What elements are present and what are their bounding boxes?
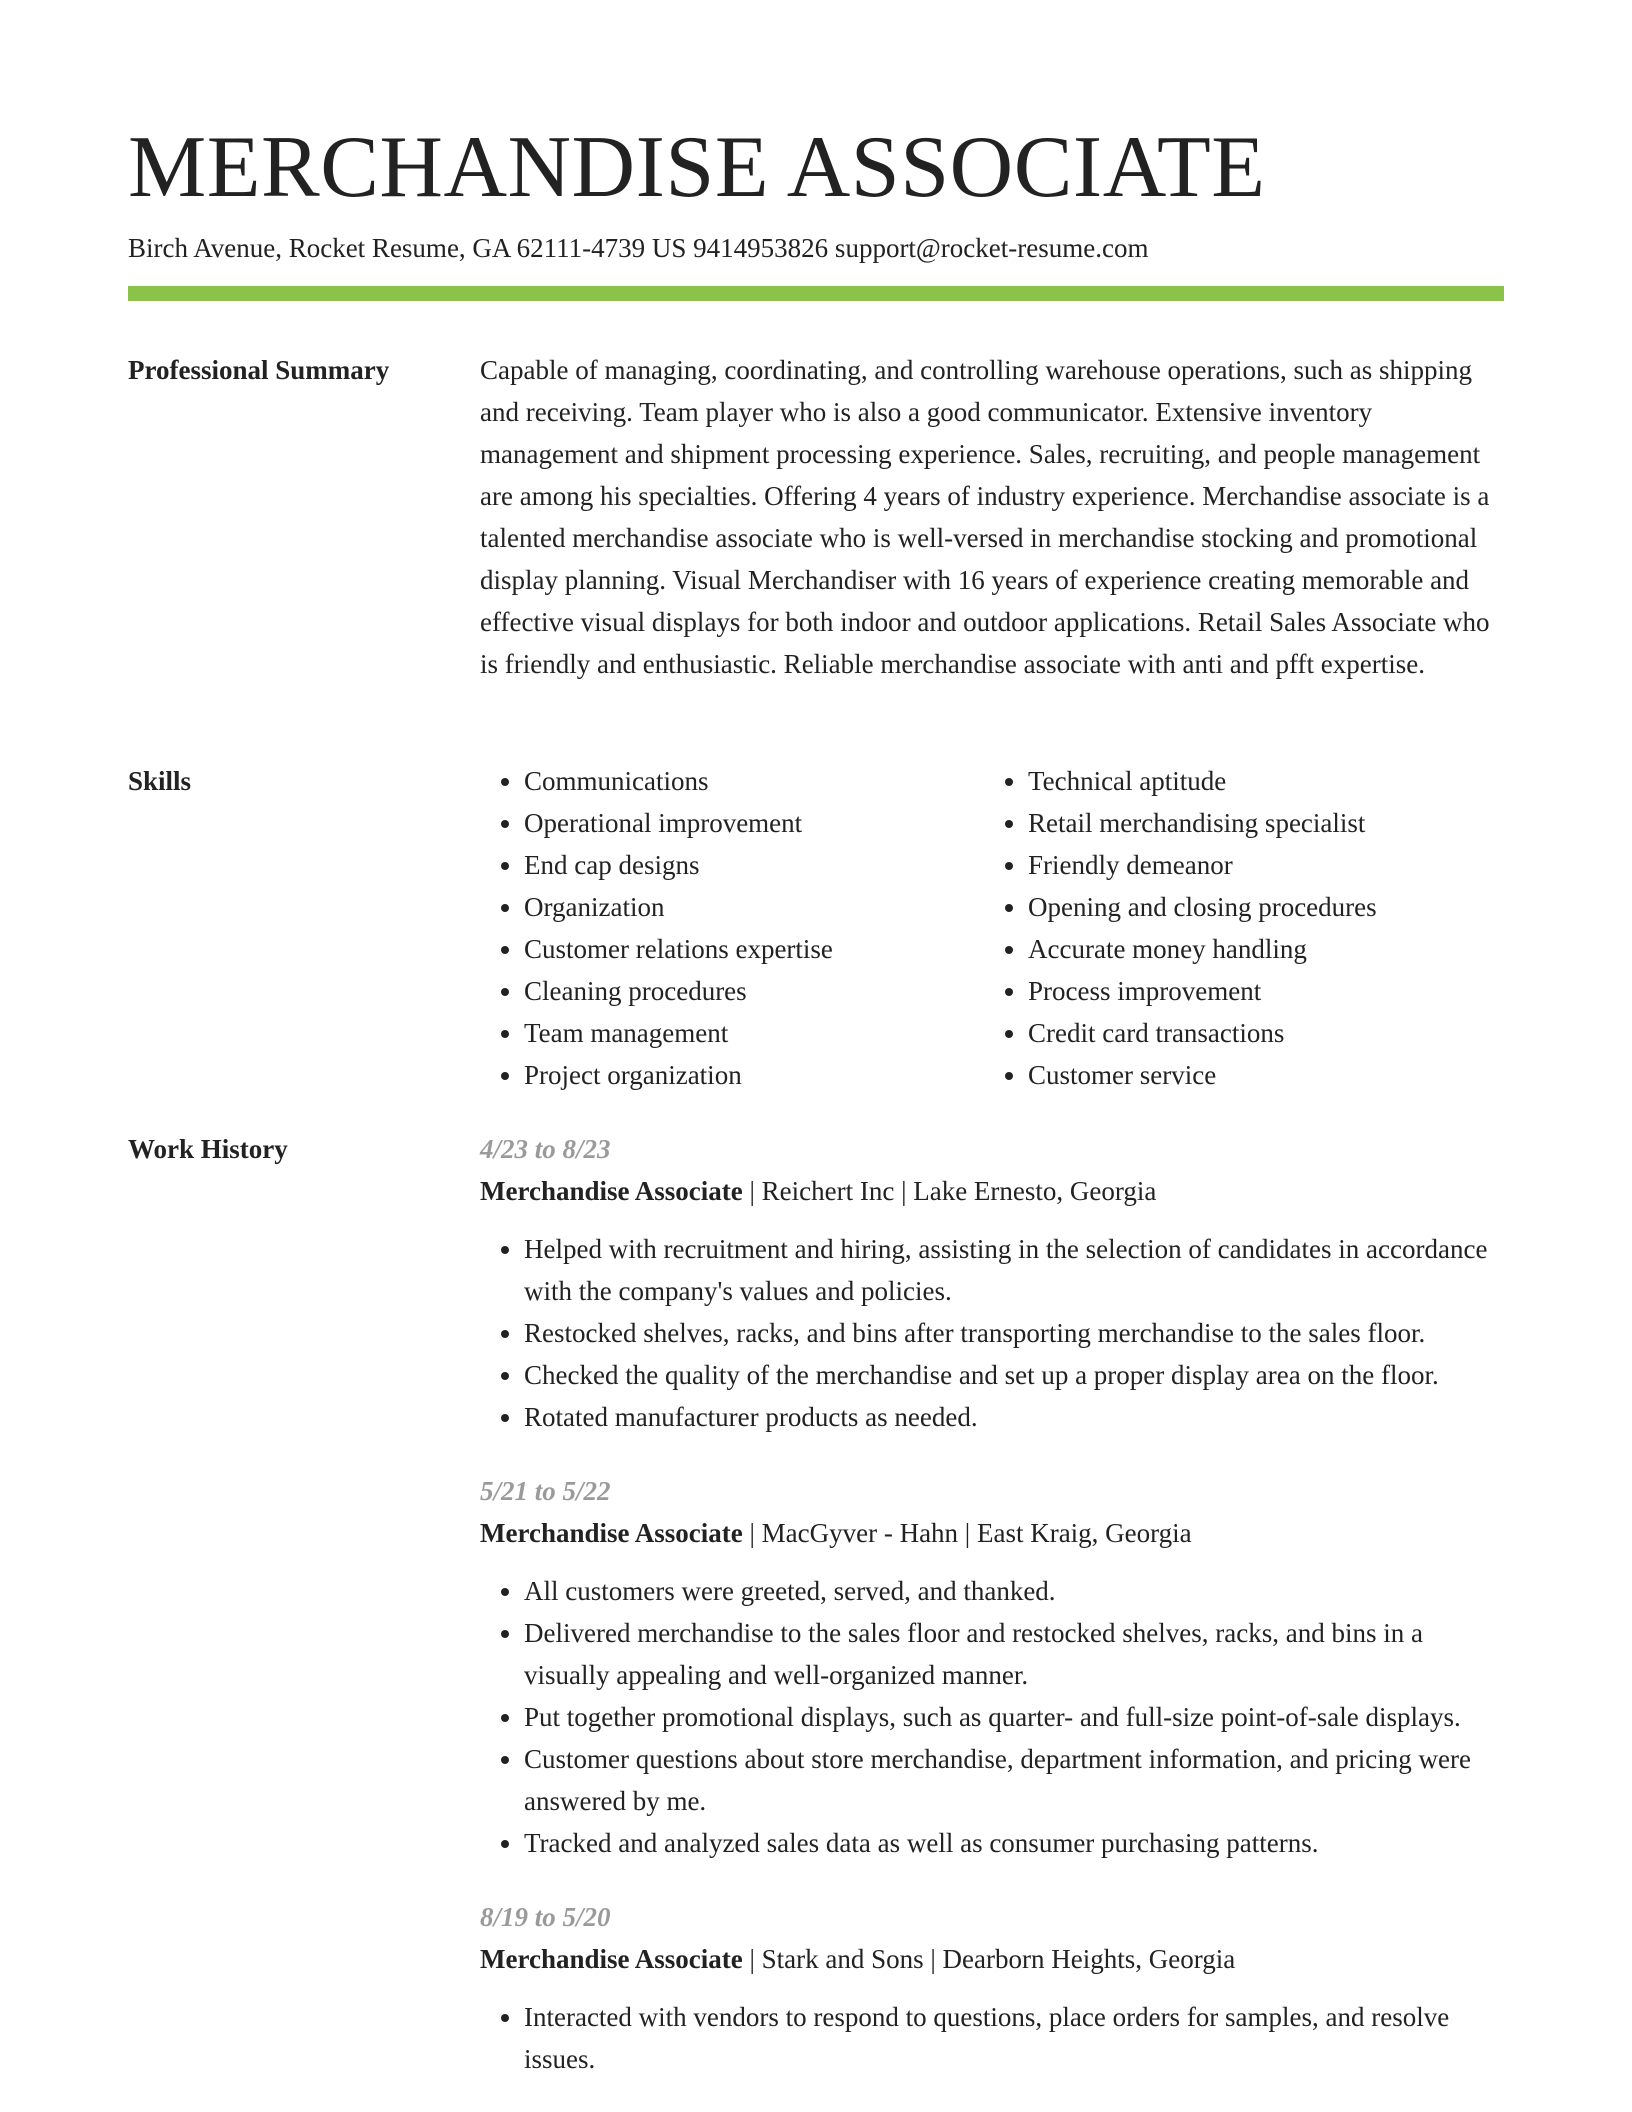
job-bullet: • Customer questions about store merchandise, department information, and pricing were answered by me.	[524, 1738, 1504, 1822]
job-bullet: • Put together promotional displays, such as quarter- and full-size point-of-sale displays.	[524, 1696, 1504, 1738]
resume-title: MERCHANDISE ASSOCIATE	[128, 119, 1266, 216]
skill-item: • Communications	[524, 760, 984, 802]
skill-item: • Project organization	[524, 1054, 984, 1096]
job-bullet: • Restocked shelves, racks, and bins after transporting merchandise to the sales floor.	[524, 1312, 1504, 1354]
contact-info: Birch Avenue, Rocket Resume, GA 62111-4739 US 9414953826 support@rocket-resume.com	[128, 233, 1149, 263]
skill-item: • Operational improvement	[524, 802, 984, 844]
job-employer-location: | MacGyver - Hahn | East Kraig, Georgia	[742, 1518, 1192, 1548]
skills-heading: Skills	[128, 766, 192, 796]
job-dates: 4/23 to 8/23	[480, 1134, 611, 1164]
skills-column-left	[480, 760, 984, 1096]
job-entry	[480, 1128, 1504, 1438]
job-dates: 8/19 to 5/20	[480, 1902, 611, 1932]
job-employer-location: | Reichert Inc | Lake Ernesto, Georgia	[742, 1176, 1157, 1206]
job-bullet: • Rotated manufacturer products as needed.	[524, 1396, 1504, 1438]
summary-text: Capable of managing, coordinating, and controlling warehouse operations, such as shipping and receiving. Team player who is also a good communicator. Extensive inventory management and shipment processing experience. Sales, recruiting, and people management are among his specialties. Offering 4 years of industry experience. Merchandise associate is a talented merchandise associate who is well-versed in merchandise stocking and promotional display planning. Visual Merchandiser with 16 years of experience creating memorable and effective visual displays for both indoor and outdoor applications. Retail Sales Associate who is friendly and enthusiastic. Reliable merchandise associate with anti and pfft expertise.	[480, 355, 1490, 679]
job-bullet: • Helped with recruitment and hiring, assisting in the selection of candidates in accordance with the company's values and policies.	[524, 1228, 1504, 1312]
skill-item: • Customer service	[1028, 1054, 1488, 1096]
job-bullet: • All customers were greeted, served, and thanked.	[524, 1570, 1504, 1612]
job-dates: 5/21 to 5/22	[480, 1476, 611, 1506]
job-bullet: • Tracked and analyzed sales data as well as consumer purchasing patterns.	[524, 1822, 1504, 1864]
skill-item: • Cleaning procedures	[524, 970, 984, 1012]
summary-body	[480, 349, 1504, 685]
skill-item: • Friendly demeanor	[1028, 844, 1488, 886]
skills-column-right	[984, 760, 1488, 1096]
work-history-body	[480, 1128, 1504, 2112]
job-heading	[480, 1170, 1504, 1212]
job-employer-location: | Stark and Sons | Dearborn Heights, Georgia	[742, 1944, 1236, 1974]
job-heading	[480, 1512, 1504, 1554]
job-title: Merchandise Associate	[480, 1518, 743, 1548]
work-history-heading: Work History	[128, 1134, 288, 1164]
skill-item: • Team management	[524, 1012, 984, 1054]
skill-item: • Technical aptitude	[1028, 760, 1488, 802]
job-entry	[480, 1470, 1504, 1864]
skill-item: • Customer relations expertise	[524, 928, 984, 970]
job-bullet: • Checked the quality of the merchandise and set up a proper display area on the floor.	[524, 1354, 1504, 1396]
skill-item: • Accurate money handling	[1028, 928, 1488, 970]
skill-item: • Organization	[524, 886, 984, 928]
header-divider	[128, 286, 1504, 301]
skill-item: • End cap designs	[524, 844, 984, 886]
skill-item: • Opening and closing procedures	[1028, 886, 1488, 928]
job-heading	[480, 1938, 1504, 1980]
job-entry	[480, 1896, 1504, 2080]
job-title: Merchandise Associate	[480, 1944, 743, 1974]
skill-item: • Credit card transactions	[1028, 1012, 1488, 1054]
job-bullet: • Interacted with vendors to respond to questions, place orders for samples, and resolve issues.	[524, 1996, 1504, 2080]
skill-item: • Retail merchandising specialist	[1028, 802, 1488, 844]
skills-body	[480, 760, 1504, 1096]
job-title: Merchandise Associate	[480, 1176, 743, 1206]
job-bullet: • Delivered merchandise to the sales floor and restocked shelves, racks, and bins in a visually appealing and well-organized manner.	[524, 1612, 1504, 1696]
skill-item: • Process improvement	[1028, 970, 1488, 1012]
summary-heading: Professional Summary	[128, 355, 390, 385]
